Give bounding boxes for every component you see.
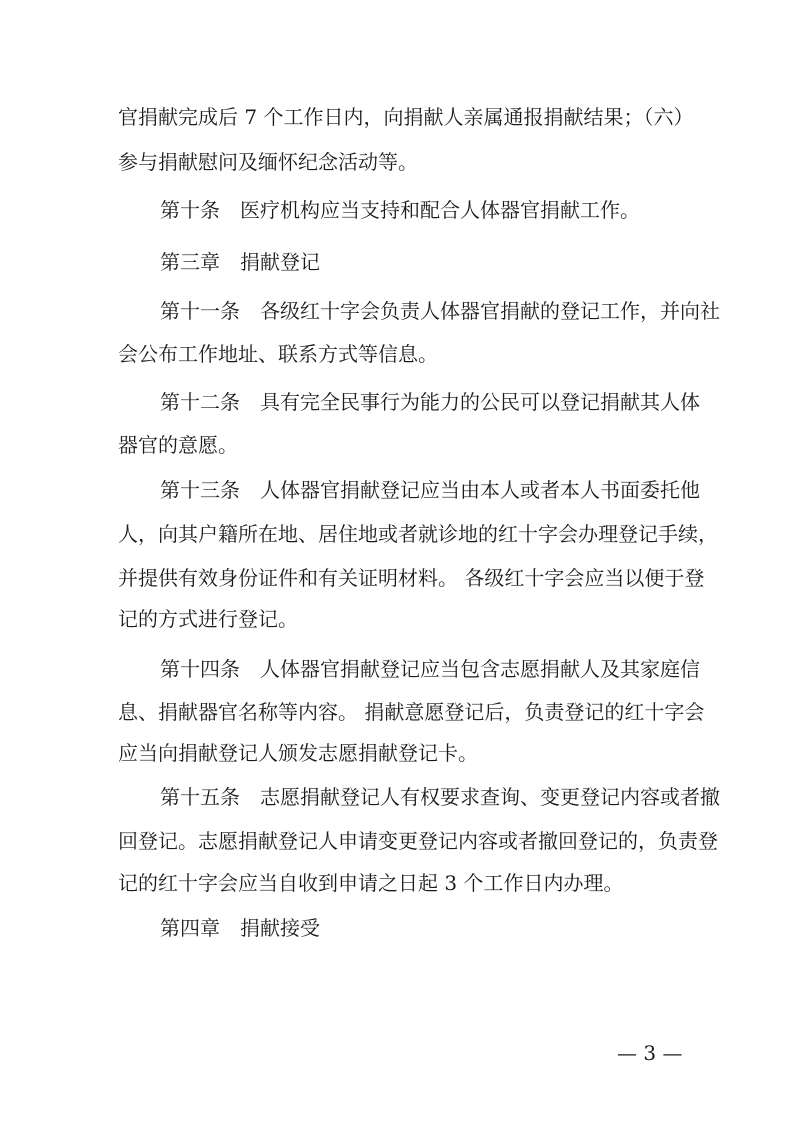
chapter-heading: 第三章 捐献登记: [160, 250, 320, 274]
article-10: 第十条 医疗机构应当支持和配合人体器官捐献工作。: [160, 198, 640, 222]
article-13: 第十三条 人体器官捐献登记应当由本人或者本人书面委托他: [160, 478, 700, 502]
article-15: 第十五条 志愿捐献登记人有权要求查询、变更登记内容或者撤: [160, 785, 720, 809]
text-line: 记的红十字会应当自收到申请之日起 3 个工作日内办理。: [118, 871, 624, 895]
text-line: 人，向其户籍所在地、居住地或者就诊地的红十字会办理登记手续，: [118, 522, 718, 546]
text-line: 回登记。志愿捐献登记人申请变更登记内容或者撤回登记的，负责登: [118, 829, 718, 853]
text-line: 器官的意愿。: [118, 433, 238, 457]
text-line: 应当向捐献登记人颁发志愿捐献登记卡。: [118, 741, 478, 765]
text-line: 并提供有效身份证件和有关证明材料。 各级红十字会应当以便于登: [118, 566, 705, 590]
text-line: 官捐献完成后 7 个工作日内，向捐献人亲属通报捐献结果；（六）: [118, 105, 694, 129]
text-line: 参与捐献慰问及缅怀纪念活动等。: [118, 150, 418, 174]
text-line: 息、捐献器官名称等内容。 捐献意愿登记后，负责登记的红十字会: [118, 700, 705, 724]
text-line: 记的方式进行登记。: [118, 607, 298, 631]
article-14: 第十四条 人体器官捐献登记应当包含志愿捐献人及其家庭信: [160, 657, 700, 681]
text-line: 会公布工作地址、联系方式等信息。: [118, 342, 438, 366]
page-number: — 3 —: [617, 1041, 683, 1065]
article-12: 第十二条 具有完全民事行为能力的公民可以登记捐献其人体: [160, 390, 700, 414]
chapter-heading: 第四章 捐献接受: [160, 916, 320, 940]
article-11: 第十一条 各级红十字会负责人体器官捐献的登记工作，并向社: [160, 299, 720, 323]
